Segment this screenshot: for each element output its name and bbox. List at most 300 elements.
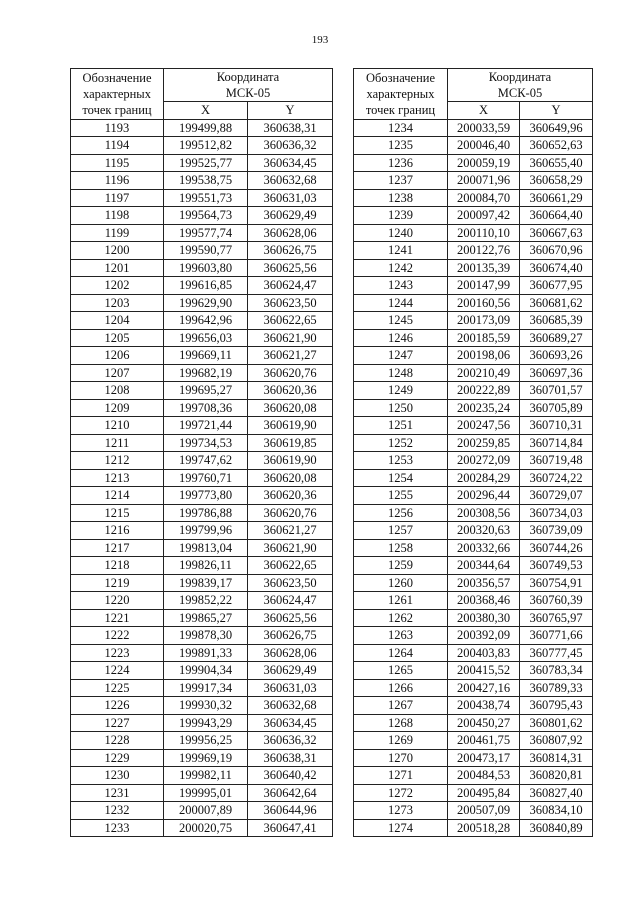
x-coordinate-cell: 199813,04 — [164, 539, 248, 557]
x-coordinate-cell: 199839,17 — [164, 574, 248, 592]
y-coordinate-cell: 360681,62 — [520, 294, 593, 312]
coordinate-group-header — [448, 69, 593, 102]
table-row — [354, 574, 593, 592]
x-coordinate-cell: 200110,10 — [448, 224, 520, 242]
coordinates-table-right — [353, 68, 593, 837]
x-coordinate-cell: 199590,77 — [164, 242, 248, 260]
table-row — [71, 242, 333, 260]
point-label-line1: Обозначение — [82, 70, 152, 85]
table-row — [354, 417, 593, 435]
table-row — [354, 539, 593, 557]
table-row — [71, 172, 333, 190]
x-coordinate-cell: 200415,52 — [448, 662, 520, 680]
y-coordinate-cell: 360649,96 — [520, 119, 593, 137]
table-row — [71, 154, 333, 172]
x-coordinate-cell: 199760,71 — [164, 469, 248, 487]
table-row — [354, 802, 593, 820]
table-row — [354, 487, 593, 505]
point-id-cell: 1246 — [354, 329, 448, 347]
point-id-cell: 1209 — [71, 399, 164, 417]
table-row — [71, 382, 333, 400]
y-coordinate-cell: 360701,57 — [520, 382, 593, 400]
table-row — [354, 644, 593, 662]
table-row — [71, 347, 333, 365]
x-coordinate-cell: 199616,85 — [164, 277, 248, 295]
point-id-cell: 1204 — [71, 312, 164, 330]
table-row — [71, 364, 333, 382]
table-row — [71, 679, 333, 697]
x-coordinate-cell: 200284,29 — [448, 469, 520, 487]
page-number: 193 — [311, 34, 329, 46]
point-id-cell: 1235 — [354, 137, 448, 155]
x-coordinate-cell: 199525,77 — [164, 154, 248, 172]
point-id-cell: 1212 — [71, 452, 164, 470]
x-coordinate-cell: 200380,30 — [448, 609, 520, 627]
x-coordinate-cell: 200210,49 — [448, 364, 520, 382]
x-coordinate-cell: 199642,96 — [164, 312, 248, 330]
y-coordinate-cell: 360621,27 — [248, 347, 333, 365]
y-coordinate-cell: 360744,26 — [520, 539, 593, 557]
table-row — [71, 662, 333, 680]
table-row — [71, 592, 333, 610]
y-coordinate-cell: 360619,90 — [248, 452, 333, 470]
table-row — [354, 697, 593, 715]
table-row — [354, 749, 593, 767]
y-coordinate-cell: 360623,50 — [248, 294, 333, 312]
table-row — [354, 627, 593, 645]
x-coordinate-cell: 200247,56 — [448, 417, 520, 435]
y-coordinate-cell: 360620,08 — [248, 399, 333, 417]
point-id-cell: 1250 — [354, 399, 448, 417]
point-id-cell: 1200 — [71, 242, 164, 260]
x-coordinate-cell: 199956,25 — [164, 732, 248, 750]
x-coordinate-cell: 200308,56 — [448, 504, 520, 522]
point-label-line1: Обозначение — [365, 70, 436, 85]
x-coordinate-cell: 200198,06 — [448, 347, 520, 365]
point-id-cell: 1193 — [71, 119, 164, 137]
x-coordinate-cell: 199852,22 — [164, 592, 248, 610]
table-row — [354, 347, 593, 365]
y-coordinate-cell: 360658,29 — [520, 172, 593, 190]
table-row — [354, 662, 593, 680]
table-row — [71, 522, 333, 540]
point-id-cell: 1251 — [354, 417, 448, 435]
point-id-cell: 1216 — [71, 522, 164, 540]
x-coordinate-cell: 199499,88 — [164, 119, 248, 137]
point-id-cell: 1242 — [354, 259, 448, 277]
table-body-right — [354, 119, 593, 837]
x-coordinate-cell: 200461,75 — [448, 732, 520, 750]
point-id-cell: 1252 — [354, 434, 448, 452]
point-id-cell: 1239 — [354, 207, 448, 225]
x-coordinate-cell: 199695,27 — [164, 382, 248, 400]
x-coordinate-cell: 200147,99 — [448, 277, 520, 295]
point-id-cell: 1270 — [354, 749, 448, 767]
point-id-cell: 1220 — [71, 592, 164, 610]
y-coordinate-cell: 360754,91 — [520, 574, 593, 592]
table-row — [71, 749, 333, 767]
x-coordinate-cell: 200185,59 — [448, 329, 520, 347]
table-row — [354, 732, 593, 750]
x-coordinate-cell: 199603,80 — [164, 259, 248, 277]
point-id-cell: 1271 — [354, 767, 448, 785]
y-coordinate-cell: 360840,89 — [520, 819, 593, 837]
column-x-header: X — [164, 102, 248, 120]
point-id-cell: 1253 — [354, 452, 448, 470]
x-coordinate-cell: 199891,33 — [164, 644, 248, 662]
x-coordinate-cell: 200473,17 — [448, 749, 520, 767]
x-coordinate-cell: 200046,40 — [448, 137, 520, 155]
x-coordinate-cell: 199512,82 — [164, 137, 248, 155]
y-coordinate-cell: 360631,03 — [248, 679, 333, 697]
y-coordinate-cell: 360628,06 — [248, 644, 333, 662]
y-coordinate-cell: 360814,31 — [520, 749, 593, 767]
table-row — [71, 802, 333, 820]
x-coordinate-cell: 200222,89 — [448, 382, 520, 400]
coord-label-line2: МСК-05 — [225, 86, 271, 100]
table-row — [71, 504, 333, 522]
x-coordinate-cell: 199577,74 — [164, 224, 248, 242]
table-row — [354, 592, 593, 610]
table-row — [354, 399, 593, 417]
table-row — [71, 627, 333, 645]
table-row — [71, 329, 333, 347]
x-coordinate-cell: 200173,09 — [448, 312, 520, 330]
y-coordinate-cell: 360729,07 — [520, 487, 593, 505]
coordinate-group-header — [164, 69, 333, 102]
x-coordinate-cell: 199734,53 — [164, 434, 248, 452]
table-row — [71, 732, 333, 750]
x-coordinate-cell: 200450,27 — [448, 714, 520, 732]
x-coordinate-cell: 199747,62 — [164, 452, 248, 470]
table-row — [71, 399, 333, 417]
point-id-cell: 1232 — [71, 802, 164, 820]
point-id-cell: 1223 — [71, 644, 164, 662]
coord-label-line1: Координата — [488, 70, 552, 84]
table-row — [71, 539, 333, 557]
table-row — [71, 644, 333, 662]
point-id-cell: 1243 — [354, 277, 448, 295]
table-row — [71, 417, 333, 435]
x-coordinate-cell: 200033,59 — [448, 119, 520, 137]
y-coordinate-cell: 360719,48 — [520, 452, 593, 470]
x-coordinate-cell: 199826,11 — [164, 557, 248, 575]
y-coordinate-cell: 360801,62 — [520, 714, 593, 732]
y-coordinate-cell: 360807,92 — [520, 732, 593, 750]
table-row — [354, 259, 593, 277]
table-row — [354, 294, 593, 312]
point-id-cell: 1203 — [71, 294, 164, 312]
point-label-line2: характерных — [366, 86, 435, 101]
table-row — [354, 452, 593, 470]
point-label-line2: характерных — [83, 86, 151, 101]
table-row — [354, 154, 593, 172]
point-id-cell: 1231 — [71, 784, 164, 802]
point-id-cell: 1238 — [354, 189, 448, 207]
y-coordinate-cell: 360625,56 — [248, 259, 333, 277]
table-row — [354, 382, 593, 400]
table-row — [71, 487, 333, 505]
y-coordinate-cell: 360652,63 — [520, 137, 593, 155]
table-row — [354, 207, 593, 225]
table-row — [354, 172, 593, 190]
point-id-cell: 1259 — [354, 557, 448, 575]
table-row — [354, 679, 593, 697]
point-id-cell: 1214 — [71, 487, 164, 505]
y-coordinate-cell: 360621,90 — [248, 329, 333, 347]
coord-label-line2: МСК-05 — [497, 86, 543, 100]
point-id-cell: 1262 — [354, 609, 448, 627]
y-coordinate-cell: 360629,49 — [248, 662, 333, 680]
point-id-cell: 1210 — [71, 417, 164, 435]
x-coordinate-cell: 200403,83 — [448, 644, 520, 662]
y-coordinate-cell: 360795,43 — [520, 697, 593, 715]
point-id-cell: 1225 — [71, 679, 164, 697]
point-id-cell: 1245 — [354, 312, 448, 330]
point-id-cell: 1228 — [71, 732, 164, 750]
y-coordinate-cell: 360636,32 — [248, 137, 333, 155]
table-row — [71, 609, 333, 627]
point-id-cell: 1194 — [71, 137, 164, 155]
x-coordinate-cell: 200518,28 — [448, 819, 520, 837]
y-coordinate-cell: 360638,31 — [248, 119, 333, 137]
point-id-cell: 1197 — [71, 189, 164, 207]
column-x-header: X — [448, 102, 520, 120]
point-id-cell: 1202 — [71, 277, 164, 295]
x-coordinate-cell: 200427,16 — [448, 679, 520, 697]
point-id-cell: 1263 — [354, 627, 448, 645]
y-coordinate-cell: 360620,76 — [248, 504, 333, 522]
x-coordinate-cell: 199564,73 — [164, 207, 248, 225]
table-row — [354, 434, 593, 452]
table-row — [71, 452, 333, 470]
x-coordinate-cell: 199629,90 — [164, 294, 248, 312]
y-coordinate-cell: 360621,27 — [248, 522, 333, 540]
y-coordinate-cell: 360677,95 — [520, 277, 593, 295]
point-id-cell: 1227 — [71, 714, 164, 732]
table-row — [354, 557, 593, 575]
x-coordinate-cell: 200438,74 — [448, 697, 520, 715]
y-coordinate-cell: 360628,06 — [248, 224, 333, 242]
x-coordinate-cell: 199773,80 — [164, 487, 248, 505]
x-coordinate-cell: 200320,63 — [448, 522, 520, 540]
y-coordinate-cell: 360626,75 — [248, 242, 333, 260]
table-row — [71, 294, 333, 312]
point-id-cell: 1272 — [354, 784, 448, 802]
x-coordinate-cell: 200495,84 — [448, 784, 520, 802]
point-id-cell: 1267 — [354, 697, 448, 715]
x-coordinate-cell: 200368,46 — [448, 592, 520, 610]
table-row — [71, 137, 333, 155]
x-coordinate-cell: 200071,96 — [448, 172, 520, 190]
y-coordinate-cell: 360771,66 — [520, 627, 593, 645]
y-coordinate-cell: 360765,97 — [520, 609, 593, 627]
y-coordinate-cell: 360636,32 — [248, 732, 333, 750]
table-row — [71, 277, 333, 295]
table-row — [354, 137, 593, 155]
y-coordinate-cell: 360647,41 — [248, 819, 333, 837]
table-row — [354, 714, 593, 732]
y-coordinate-cell: 360777,45 — [520, 644, 593, 662]
x-coordinate-cell: 199969,19 — [164, 749, 248, 767]
y-coordinate-cell: 360734,03 — [520, 504, 593, 522]
point-id-cell: 1199 — [71, 224, 164, 242]
y-coordinate-cell: 360620,36 — [248, 487, 333, 505]
column-y-header: Y — [248, 102, 333, 120]
y-coordinate-cell: 360670,96 — [520, 242, 593, 260]
y-coordinate-cell: 360667,63 — [520, 224, 593, 242]
point-label-line3: точек границ — [365, 102, 436, 117]
y-coordinate-cell: 360634,45 — [248, 714, 333, 732]
y-coordinate-cell: 360760,39 — [520, 592, 593, 610]
table-row — [354, 784, 593, 802]
y-coordinate-cell: 360620,76 — [248, 364, 333, 382]
table-row — [354, 119, 593, 137]
point-id-cell: 1237 — [354, 172, 448, 190]
point-id-cell: 1196 — [71, 172, 164, 190]
table-row — [354, 224, 593, 242]
point-label-line3: точек границ — [82, 102, 152, 117]
x-coordinate-cell: 200059,19 — [448, 154, 520, 172]
table-row — [354, 242, 593, 260]
point-id-cell: 1256 — [354, 504, 448, 522]
point-id-cell: 1257 — [354, 522, 448, 540]
y-coordinate-cell: 360749,53 — [520, 557, 593, 575]
y-coordinate-cell: 360674,40 — [520, 259, 593, 277]
x-coordinate-cell: 200272,09 — [448, 452, 520, 470]
y-coordinate-cell: 360834,10 — [520, 802, 593, 820]
point-id-cell: 1226 — [71, 697, 164, 715]
table-row — [354, 189, 593, 207]
point-id-cell: 1248 — [354, 364, 448, 382]
x-coordinate-cell: 200332,66 — [448, 539, 520, 557]
table-row — [71, 819, 333, 837]
table-row — [71, 259, 333, 277]
table-row — [354, 277, 593, 295]
table-row — [71, 574, 333, 592]
table-row — [71, 767, 333, 785]
table-row — [354, 504, 593, 522]
point-id-cell: 1211 — [71, 434, 164, 452]
x-coordinate-cell: 199656,03 — [164, 329, 248, 347]
y-coordinate-cell: 360619,90 — [248, 417, 333, 435]
x-coordinate-cell: 200084,70 — [448, 189, 520, 207]
x-coordinate-cell: 199682,19 — [164, 364, 248, 382]
point-id-cell: 1206 — [71, 347, 164, 365]
point-id-cell: 1269 — [354, 732, 448, 750]
point-id-cell: 1208 — [71, 382, 164, 400]
table-row — [354, 609, 593, 627]
x-coordinate-cell: 200135,39 — [448, 259, 520, 277]
point-id-cell: 1198 — [71, 207, 164, 225]
y-coordinate-cell: 360619,85 — [248, 434, 333, 452]
x-coordinate-cell: 200259,85 — [448, 434, 520, 452]
x-coordinate-cell: 199930,32 — [164, 697, 248, 715]
point-designation-header — [354, 69, 448, 120]
x-coordinate-cell: 200007,89 — [164, 802, 248, 820]
x-coordinate-cell: 199878,30 — [164, 627, 248, 645]
y-coordinate-cell: 360622,65 — [248, 312, 333, 330]
table-row — [71, 697, 333, 715]
table-row — [71, 207, 333, 225]
x-coordinate-cell: 199538,75 — [164, 172, 248, 190]
y-coordinate-cell: 360820,81 — [520, 767, 593, 785]
x-coordinate-cell: 199551,73 — [164, 189, 248, 207]
point-id-cell: 1233 — [71, 819, 164, 837]
point-designation-header — [71, 69, 164, 120]
point-id-cell: 1207 — [71, 364, 164, 382]
x-coordinate-cell: 199799,96 — [164, 522, 248, 540]
y-coordinate-cell: 360789,33 — [520, 679, 593, 697]
y-coordinate-cell: 360710,31 — [520, 417, 593, 435]
table-body-left — [71, 119, 333, 837]
table-row — [354, 469, 593, 487]
point-id-cell: 1236 — [354, 154, 448, 172]
table-row — [71, 312, 333, 330]
column-y-header: Y — [520, 102, 593, 120]
x-coordinate-cell: 199943,29 — [164, 714, 248, 732]
x-coordinate-cell: 200020,75 — [164, 819, 248, 837]
table-row — [354, 522, 593, 540]
x-coordinate-cell: 200507,09 — [448, 802, 520, 820]
table-row — [71, 434, 333, 452]
x-coordinate-cell: 199786,88 — [164, 504, 248, 522]
point-id-cell: 1244 — [354, 294, 448, 312]
point-id-cell: 1247 — [354, 347, 448, 365]
x-coordinate-cell: 200296,44 — [448, 487, 520, 505]
x-coordinate-cell: 200392,09 — [448, 627, 520, 645]
point-id-cell: 1195 — [71, 154, 164, 172]
x-coordinate-cell: 200122,76 — [448, 242, 520, 260]
y-coordinate-cell: 360634,45 — [248, 154, 333, 172]
point-id-cell: 1234 — [354, 119, 448, 137]
point-id-cell: 1273 — [354, 802, 448, 820]
x-coordinate-cell: 200484,53 — [448, 767, 520, 785]
y-coordinate-cell: 360689,27 — [520, 329, 593, 347]
table-row — [354, 767, 593, 785]
point-id-cell: 1254 — [354, 469, 448, 487]
x-coordinate-cell: 199904,34 — [164, 662, 248, 680]
point-id-cell: 1219 — [71, 574, 164, 592]
x-coordinate-cell: 199708,36 — [164, 399, 248, 417]
point-id-cell: 1230 — [71, 767, 164, 785]
x-coordinate-cell: 200097,42 — [448, 207, 520, 225]
point-id-cell: 1218 — [71, 557, 164, 575]
point-id-cell: 1221 — [71, 609, 164, 627]
y-coordinate-cell: 360693,26 — [520, 347, 593, 365]
coord-label-line1: Координата — [216, 70, 280, 84]
y-coordinate-cell: 360642,64 — [248, 784, 333, 802]
y-coordinate-cell: 360629,49 — [248, 207, 333, 225]
point-id-cell: 1264 — [354, 644, 448, 662]
point-id-cell: 1249 — [354, 382, 448, 400]
table-row — [354, 312, 593, 330]
table-row — [71, 119, 333, 137]
table-row — [71, 224, 333, 242]
y-coordinate-cell: 360632,68 — [248, 697, 333, 715]
y-coordinate-cell: 360622,65 — [248, 557, 333, 575]
y-coordinate-cell: 360620,36 — [248, 382, 333, 400]
y-coordinate-cell: 360827,40 — [520, 784, 593, 802]
x-coordinate-cell: 199995,01 — [164, 784, 248, 802]
point-id-cell: 1260 — [354, 574, 448, 592]
x-coordinate-cell: 200160,56 — [448, 294, 520, 312]
y-coordinate-cell: 360632,68 — [248, 172, 333, 190]
point-id-cell: 1268 — [354, 714, 448, 732]
point-id-cell: 1217 — [71, 539, 164, 557]
point-id-cell: 1258 — [354, 539, 448, 557]
table-row — [71, 557, 333, 575]
